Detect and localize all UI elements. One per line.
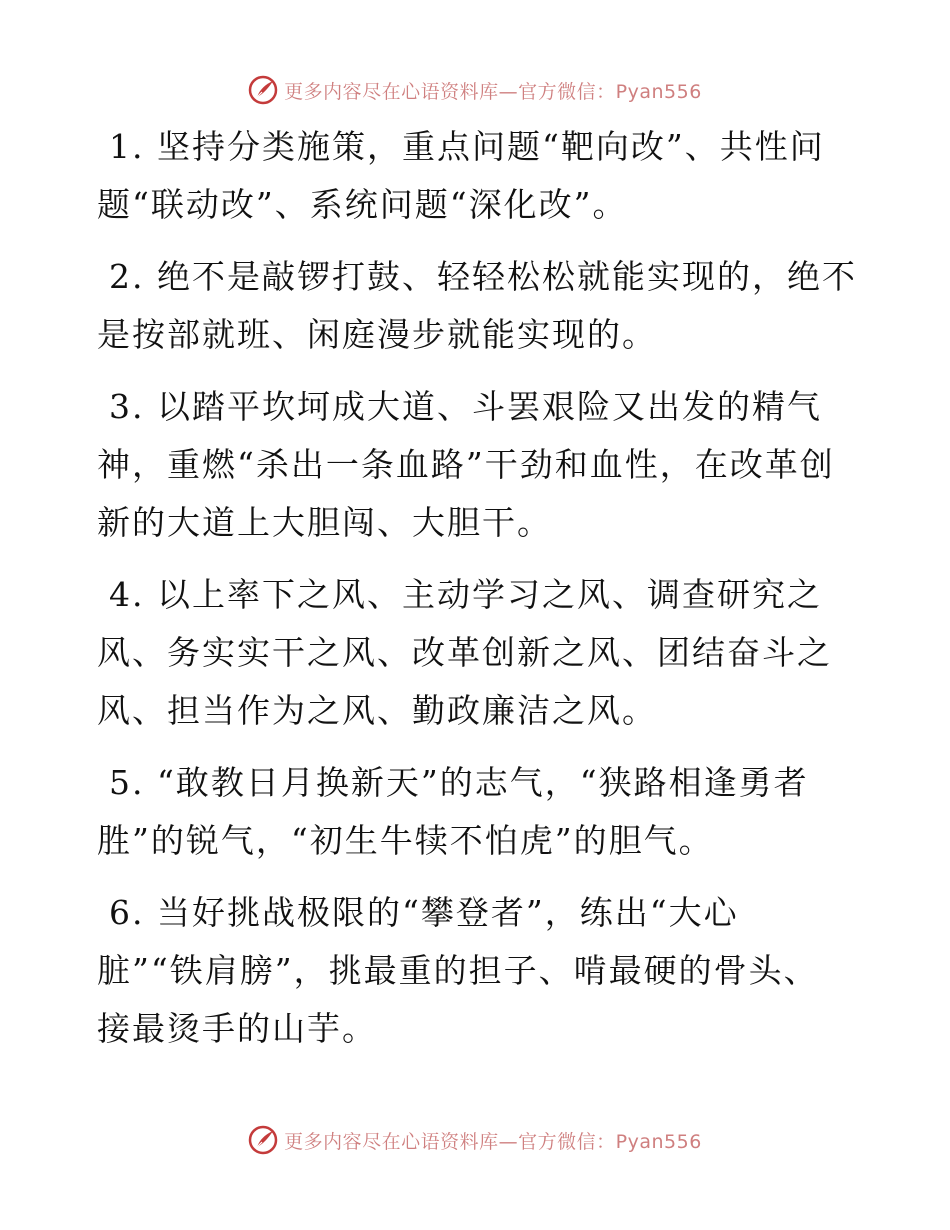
list-item-5 — [97, 754, 867, 870]
footer-banner-text: 更多内容尽在心语资料库—官方微信：Pyan556 — [284, 1130, 702, 1153]
item-6-line-1: 6. 当好挑战极限的“攀登者”，练出“大心 — [109, 893, 739, 932]
list-item-3 — [97, 378, 867, 552]
item-3-line-2: 神，重燃“杀出一条血路”干劲和血性，在改革创 — [97, 445, 835, 484]
item-1-line-1: 1. 坚持分类施策，重点问题“靶向改”、共性问 — [109, 127, 825, 166]
list-item-6 — [97, 884, 867, 1058]
header-banner — [0, 70, 950, 110]
item-3-line-3: 新的大道上大胆闯、大胆干。 — [97, 503, 552, 542]
item-2-line-2: 是按部就班、闲庭漫步就能实现的。 — [97, 315, 657, 354]
item-4-line-3: 风、担当作为之风、勤政廉洁之风。 — [97, 691, 657, 730]
list-item-2 — [97, 248, 867, 364]
item-5-line-1: 5. “敢教日月换新天”的志气，“狭路相逢勇者 — [109, 763, 809, 802]
item-5-line-2: 胜”的锐气，“初生牛犊不怕虎”的胆气。 — [97, 821, 714, 860]
list-item-1 — [97, 118, 867, 234]
item-2-line-1: 2. 绝不是敲锣打鼓、轻轻松松就能实现的，绝不 — [109, 257, 857, 296]
item-1-line-2: 题“联动改”、系统问题“深化改”。 — [97, 185, 628, 224]
item-3-line-1: 3. 以踏平坎坷成大道、斗罢艰险又出发的精气 — [109, 387, 822, 426]
item-6-line-2: 脏”“铁肩膀”，挑最重的担子、啃最硬的骨头、 — [97, 951, 819, 990]
item-6-line-3: 接最烫手的山芋。 — [97, 1009, 377, 1048]
item-4-line-1: 4. 以上率下之风、主动学习之风、调查研究之 — [109, 575, 822, 614]
item-4-line-2: 风、务实实干之风、改革创新之风、团结奋斗之 — [97, 633, 832, 672]
footer-banner — [0, 1120, 950, 1160]
document-body — [97, 118, 867, 1072]
header-banner-text: 更多内容尽在心语资料库—官方微信：Pyan556 — [284, 80, 702, 103]
quill-logo-icon — [248, 75, 278, 105]
list-item-4 — [97, 566, 867, 740]
quill-logo-icon — [248, 1125, 278, 1155]
